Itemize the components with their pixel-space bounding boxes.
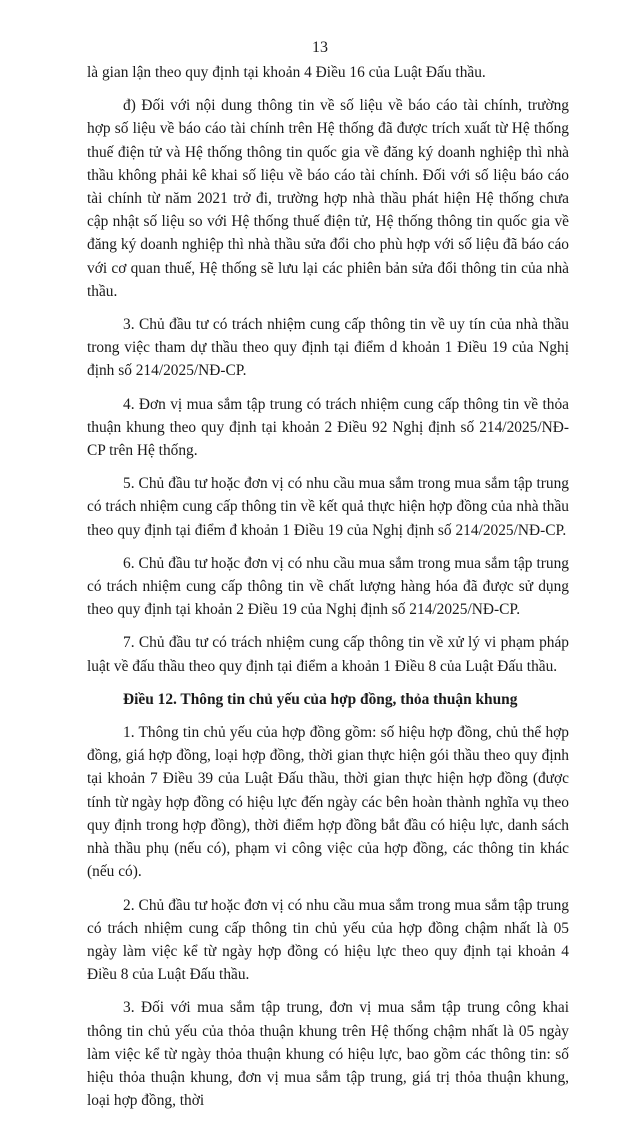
document-body	[87, 61, 569, 1122]
paragraph-clause-dd: đ) Đối với nội dung thông tin về số liệu về báo cáo tài chính, trường hợp số liệu về báo cáo tài chính trên Hệ thống đã được trích xuất từ Hệ thống thuế điện tử và Hệ thống thông tin quốc gia về đăng ký doanh nghiệp thì nhà thầu không phải kê khai số liệu về báo cáo tài chính. Đối với số liệu báo cáo tài chính từ năm 2021 trở đi, trường hợp nhà thầu phát hiện Hệ thống chưa cập nhật số liệu so với Hệ thống thuế điện tử, Hệ thống thông tin quốc gia về đăng ký doanh nghiệp thì nhà thầu sửa đổi cho phù hợp với số liệu đã báo cáo với cơ quan thuế, Hệ thống sẽ lưu lại các phiên bản sửa đổi thông tin của nhà thầu.	[87, 97, 569, 300]
article-12-clause-3: 3. Đối với mua sắm tập trung, đơn vị mua sắm tập trung công khai thông tin chủ yếu của thỏa thuận khung trên Hệ thống chậm nhất là 05 ngày làm việc kể từ ngày thỏa thuận khung có hiệu lực, bao gồm các thông tin: số hiệu thỏa thuận khung, đơn vị mua sắm tập trung, giá trị thỏa thuận khung, loại hợp đồng, thời	[87, 999, 569, 1110]
paragraph-continuation: là gian lận theo quy định tại khoản 4 Điều 16 của Luật Đấu thầu.	[87, 64, 486, 81]
paragraph-clause-4: 4. Đơn vị mua sắm tập trung có trách nhiệm cung cấp thông tin về thỏa thuận khung theo quy định tại khoản 2 Điều 92 Nghị định số 214/2025/NĐ-CP trên Hệ thống.	[87, 395, 569, 460]
page-number: 13	[312, 39, 328, 56]
article-12-heading: Điều 12. Thông tin chủ yếu của hợp đồng, thỏa thuận khung	[123, 690, 518, 708]
paragraph-clause-3: 3. Chủ đầu tư có trách nhiệm cung cấp thông tin về uy tín của nhà thầu trong việc tham dự thầu theo quy định tại điểm d khoản 1 Điều 19 của Nghị định số 214/2025/NĐ-CP.	[87, 316, 569, 380]
article-12-clause-2: 2. Chủ đầu tư hoặc đơn vị có nhu cầu mua sắm trong mua sắm tập trung có trách nhiệm cung cấp thông tin chủ yếu của hợp đồng chậm nhất là 05 ngày làm việc kể từ ngày hợp đồng có hiệu lực theo quy định tại khoản 4 Điều 8 của Luật Đấu thầu.	[87, 896, 569, 984]
paragraph-clause-7: 7. Chủ đầu tư có trách nhiệm cung cấp thông tin về xử lý vi phạm pháp luật về đấu thầu theo quy định tại điểm a khoản 1 Điều 8 của Luật Đấu thầu.	[87, 634, 569, 675]
paragraph-clause-5: 5. Chủ đầu tư hoặc đơn vị có nhu cầu mua sắm trong mua sắm tập trung có trách nhiệm cung cấp thông tin về kết quả thực hiện hợp đồng của nhà thầu theo quy định tại điểm đ khoản 1 Điều 19 của Nghị định số 214/2025/NĐ-CP.	[87, 475, 569, 539]
article-12-clause-1: 1. Thông tin chủ yếu của hợp đồng gồm: số hiệu hợp đồng, chủ thể hợp đồng, giá hợp đồng, loại hợp đồng, thời gian thực hiện gói thầu theo quy định tại khoản 7 Điều 39 của Luật Đấu thầu, thời gian thực hiện hợp đồng (được tính từ ngày hợp đồng có hiệu lực đến ngày các bên hoàn thành nghĩa vụ theo quy định trong hợp đồng), thời điểm hợp đồng bắt đầu có hiệu lực, danh sách nhà thầu phụ (nếu có), phạm vi công việc của hợp đồng, các thông tin khác (nếu có).	[87, 724, 569, 881]
paragraph-clause-6: 6. Chủ đầu tư hoặc đơn vị có nhu cầu mua sắm trong mua sắm tập trung có trách nhiệm cung cấp thông tin về chất lượng hàng hóa đã được sử dụng theo quy định tại khoản 2 Điều 19 của Nghị định số 214/2025/NĐ-CP.	[87, 554, 569, 619]
